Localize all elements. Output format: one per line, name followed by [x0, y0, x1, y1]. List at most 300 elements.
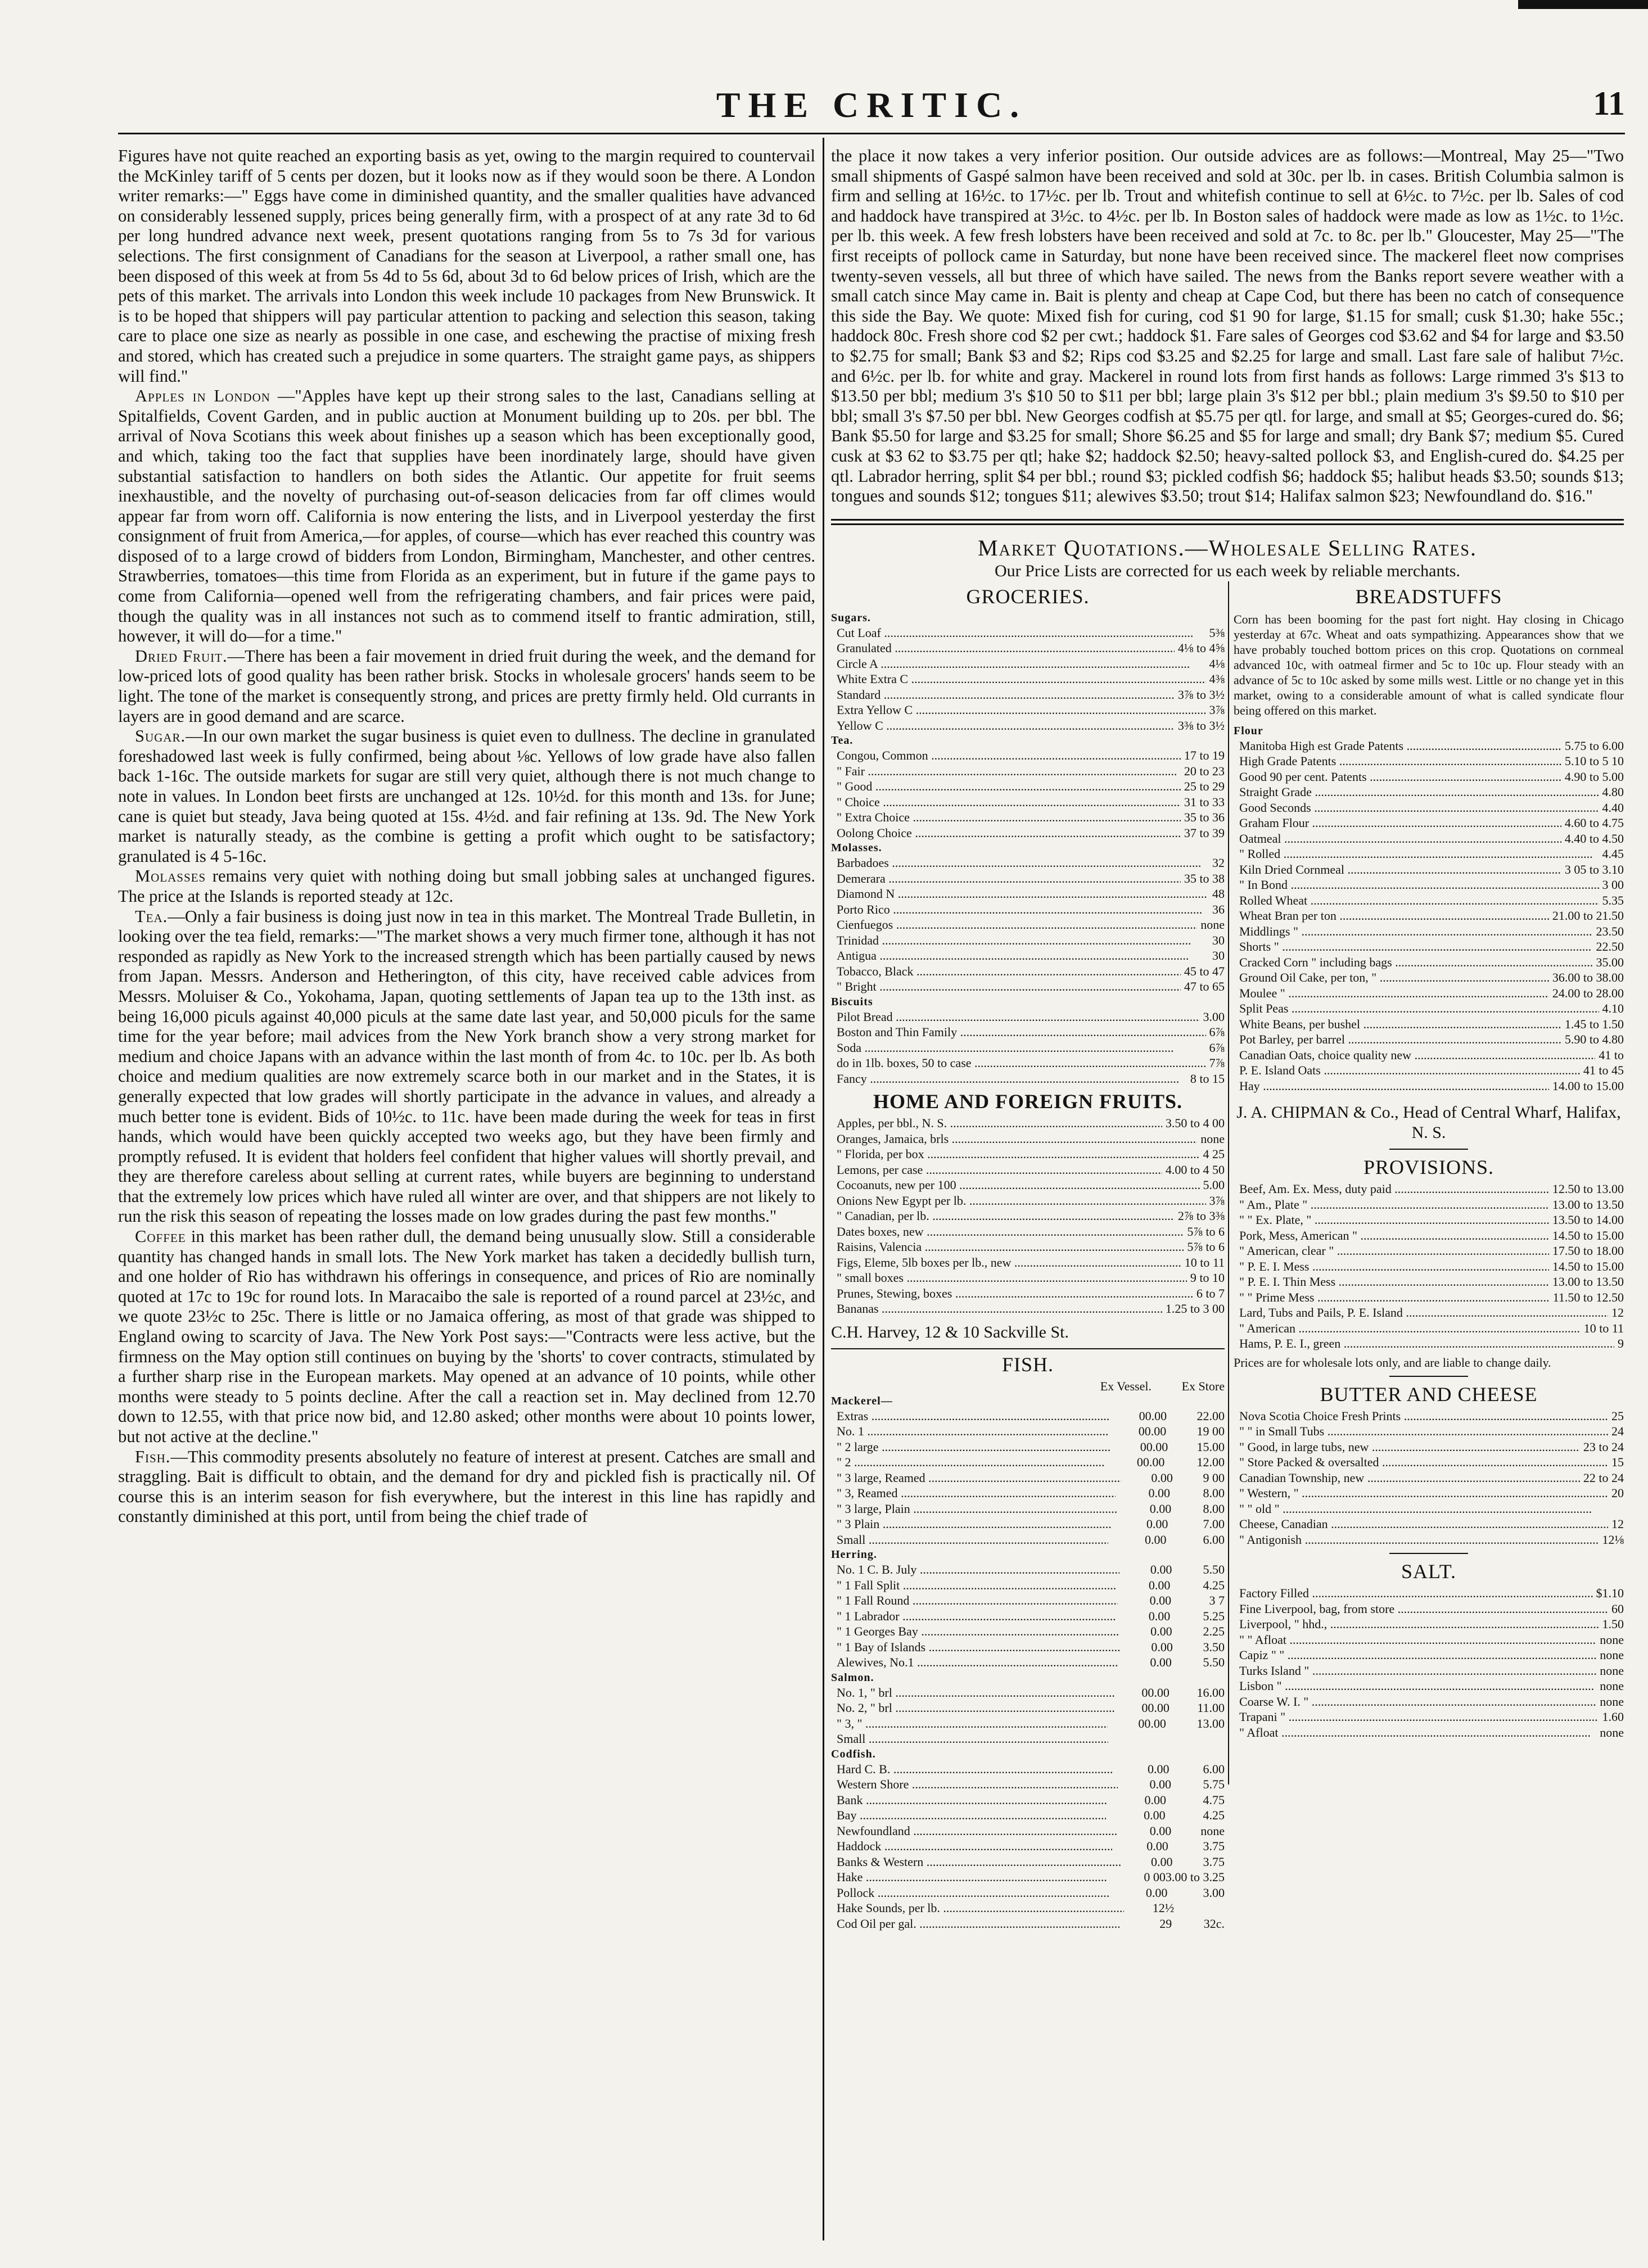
- item-price: 15: [1611, 1455, 1624, 1470]
- fish-list: [831, 1394, 1225, 1932]
- item-price: 5⅜: [1209, 625, 1225, 640]
- price-row: [1234, 1516, 1624, 1532]
- item-price: 31 to 33: [1184, 794, 1225, 809]
- price-ex-store: 6.00: [1203, 1761, 1225, 1776]
- item-price: 1.60: [1602, 1710, 1624, 1724]
- item-name: " 1 Fall Split .....: [831, 1578, 1116, 1593]
- item-price: 4⅛ to 4⅝: [1177, 641, 1225, 656]
- item-price: 23 to 24: [1583, 1439, 1624, 1454]
- price-row: [1234, 1454, 1624, 1470]
- price-ex-vessel: 00.00: [1139, 1408, 1167, 1423]
- item-name: No. 1 .....: [831, 1424, 1108, 1439]
- price-ex-vessel: 29: [1159, 1916, 1172, 1931]
- salt-heading: SALT.: [1401, 1560, 1457, 1583]
- item-price: 10 to 11: [1184, 1255, 1225, 1269]
- fish-col-ex-store: Ex Store: [1181, 1379, 1225, 1393]
- item-name: Nova Scotia Choice Fresh Prints .....: [1234, 1408, 1608, 1424]
- price-ex-store: 19 00: [1197, 1424, 1225, 1439]
- section-double-rule: [831, 519, 1624, 525]
- page-number: 11: [1593, 85, 1625, 122]
- item-price: 3 00: [1602, 878, 1624, 892]
- price-ex-vessel: 0.00: [1148, 1486, 1170, 1501]
- item-name: " Store Packed & oversalted .....: [1234, 1454, 1608, 1470]
- item-price: 7⅞: [1209, 1056, 1225, 1070]
- price-row: [1234, 1032, 1624, 1047]
- item-name: Boston and Thin Family .....: [831, 1024, 1206, 1040]
- price-ex-vessel: 0.00: [1149, 1501, 1172, 1516]
- item-price: 22 to 24: [1583, 1470, 1624, 1485]
- item-price: 20 to 23: [1184, 763, 1225, 778]
- item-name: " American, clear " .....: [1234, 1243, 1549, 1259]
- item-price: 5⅞ to 6: [1187, 1240, 1225, 1254]
- item-name: Hake .....: [831, 1869, 1107, 1885]
- item-name: Alewives, No.1 .....: [831, 1655, 1119, 1670]
- item-name: Circle A .....: [831, 656, 1206, 672]
- page-header: [118, 84, 1625, 129]
- price-row: [1234, 1439, 1624, 1455]
- paragraph-lead: Fish.: [135, 1447, 171, 1466]
- item-name: Trinidad .....: [831, 933, 1209, 948]
- item-name: Oranges, Jamaica, brls .....: [831, 1131, 1197, 1147]
- item-price: 4.90 to 5.00: [1564, 769, 1624, 784]
- item-price: 25 to 29: [1184, 779, 1225, 794]
- price-ex-vessel: 0.00: [1151, 1854, 1173, 1869]
- price-row: [831, 1055, 1225, 1071]
- item-name: Oatmeal .....: [1234, 831, 1561, 847]
- price-row: [831, 948, 1225, 964]
- item-name: Lemons, per case .....: [831, 1162, 1162, 1178]
- item-name: Raisins, Valencia .....: [831, 1239, 1184, 1255]
- price-column-divider: [1228, 581, 1229, 1784]
- price-row: [1234, 753, 1624, 769]
- price-ex-store: 5.25: [1203, 1609, 1225, 1623]
- price-row: [831, 1270, 1225, 1286]
- divider: [1389, 1553, 1468, 1554]
- price-ex-store: 13.00: [1197, 1716, 1225, 1731]
- item-name: " Good .....: [831, 779, 1181, 794]
- provisions-heading: PROVISIONS.: [1363, 1156, 1495, 1179]
- price-row: [831, 825, 1225, 841]
- paragraph-text: Figures have not quite reached an exporting basis as yet, owing to the margin required to countervail the McKinley tariff of 5 cents per dozen, but it looks now as if they would soon be there. A London writer remarks:—" Eggs have come in diminished quantity, and the smaller qualities have advanced on considerably lessened supply, prices being generally firm, with a prospect of at any rate 3d to 6d per long hundred advance next week, present quotations ranging from 5s to 7s 3d for various selections. The first consignment of Canadians for the season at Liverpool, a rather small one, has been disposed of this week at from 5s 4d to 5s 6d, about 3d to 6d below prices of Irish, which are the pets of this market. The arrivals into London this week include 10 packages from New Brunswick. It is to be hoped that shippers will pay particular attention to packing and selection this season, taking care to place one size as nearly as possible in one case, and eschewing the practise of mixing fresh and stored, which has created such a prejudice in some quarters. The straight game pays, as shippers will find.": [118, 146, 815, 386]
- item-name: Figs, Eleme, 5lb boxes per lb., new .....: [831, 1255, 1181, 1271]
- item-name: Prunes, Stewing, boxes .....: [831, 1286, 1193, 1302]
- item-price: 1.50: [1602, 1617, 1624, 1632]
- paragraph-coffee: [118, 1227, 815, 1447]
- item-price: 9: [1618, 1336, 1624, 1351]
- price-row: [1234, 1663, 1624, 1679]
- item-price: 12⅛: [1602, 1532, 1624, 1547]
- item-name: Canadian Township, new .....: [1234, 1470, 1580, 1486]
- price-row: [831, 718, 1225, 734]
- item-name: Cocoanuts, new per 100 .....: [831, 1177, 1200, 1193]
- item-name: Lard, Tubs and Pails, P. E. Island .....: [1234, 1305, 1608, 1321]
- price-row: [831, 702, 1225, 718]
- price-row: [831, 871, 1225, 887]
- item-name: Soda .....: [831, 1040, 1206, 1056]
- item-price: 36.00 to 38.00: [1552, 970, 1624, 985]
- price-ex-store: 5.50: [1203, 1655, 1225, 1670]
- category-label: Flour: [1234, 724, 1263, 737]
- item-name: Good 90 per cent. Patents .....: [1234, 769, 1561, 785]
- price-row: [1234, 1063, 1624, 1078]
- price-ex-store: 3.75: [1203, 1854, 1225, 1869]
- price-ex-vessel: 0.00: [1149, 1823, 1172, 1838]
- divider: [1389, 1149, 1468, 1150]
- fish-row: [831, 1731, 1225, 1747]
- price-ex-store: 6.00: [1203, 1532, 1225, 1547]
- category-label: Herring.: [831, 1548, 877, 1561]
- price-ex-vessel: 0.00: [1145, 1532, 1167, 1547]
- item-name: Bananas .....: [831, 1301, 1162, 1317]
- item-price: 24: [1611, 1424, 1624, 1439]
- price-ex-vessel: 0 00: [1144, 1870, 1166, 1885]
- price-ex-vessel: 0.00: [1149, 1777, 1171, 1792]
- item-price: 12: [1611, 1517, 1624, 1531]
- price-row: [1234, 924, 1624, 939]
- price-ex-store: 5.50: [1203, 1562, 1225, 1577]
- item-price: 13.50 to 14.00: [1552, 1213, 1624, 1227]
- paragraph-lead: Sugar.: [135, 726, 186, 746]
- item-name: Manitoba High est Grade Patents .....: [1234, 738, 1561, 754]
- category-label: Mackerel—: [831, 1394, 893, 1407]
- provisions-note: Prices are for wholesale lots only, and are liable to change daily.: [1234, 1355, 1551, 1370]
- price-row: [1234, 893, 1624, 909]
- fish-row: [831, 1808, 1225, 1823]
- item-name: Rolled Wheat .....: [1234, 893, 1599, 909]
- category-label: Sugars.: [831, 611, 871, 624]
- price-row: [831, 810, 1225, 825]
- price-row: [1234, 955, 1624, 970]
- item-price: 3⅜ to 3½: [1177, 718, 1225, 733]
- price-row: [1234, 1336, 1624, 1352]
- paragraph-text: —There has been a fair movement in dried fruit during the week, and the demand for low-priced lots of good quality has been rather brisk. Stocks in wholesale grocers' hands seem to be light. The tone of the market is consequently strong, and prices are pretty firmly held. Old currants in layers are in good demand and are scarce.: [118, 646, 815, 726]
- item-price: 41 to: [1599, 1047, 1624, 1062]
- price-row: [1234, 1709, 1624, 1725]
- item-name: Cod Oil per gal. .....: [831, 1916, 1119, 1932]
- item-price: 23.50: [1596, 924, 1624, 938]
- item-name: Factory Filled .....: [1234, 1585, 1593, 1601]
- item-price: 9 to 10: [1190, 1271, 1225, 1285]
- item-name: No. 2, " brl .....: [831, 1700, 1114, 1716]
- price-row: [1234, 769, 1624, 785]
- price-ex-vessel: [1108, 1731, 1166, 1747]
- item-name: " Rolled .....: [1234, 846, 1599, 862]
- price-row: [1234, 1470, 1624, 1486]
- item-name: Graham Flour .....: [1234, 815, 1561, 831]
- item-price: 30: [1212, 948, 1225, 963]
- item-name: " Am., Plate " .....: [1234, 1197, 1549, 1213]
- item-name: Small .....: [831, 1731, 1108, 1747]
- fish-row: [831, 1485, 1225, 1501]
- butter-cheese-list: [1234, 1408, 1624, 1548]
- price-row: [831, 1193, 1225, 1209]
- price-row: [831, 687, 1225, 703]
- price-row: [1234, 908, 1624, 924]
- price-ex-store: 22.00: [1197, 1408, 1225, 1423]
- item-price: none: [1600, 1632, 1624, 1647]
- item-price: 24.00 to 28.00: [1552, 986, 1624, 1000]
- item-name: Yellow C .....: [831, 718, 1175, 734]
- paragraph-fish-continued: the place it now takes a very inferior position. Our outside advices are as follows:—Montreal, May 25—"Two small shipments of Gaspé salmon have been received and sold at 30c. per lb. in cases. British Columbia salmon is firm and selling at 16½c. to 17½c. per lb. Trout and whitefish continue to sell at 6½c. to 7½c. per lb. Sales of cod and haddock have transpired at 3½c. to 4½c. per lb. In Boston sales of haddock were made as low as 1½c. to 1½c. per lb. this week. A few fresh lobsters have been received and sold at 7c. to 8c. per lb." Gloucester, May 25—"The first receipts of pollock came in Saturday, but none have been received since. The mackerel fleet now comprises twenty-seven vessels, all but three of which have sailed. The news from the Banks report severe weather with a small catch since May came in. Bait is plenty and cheap at Cape Cod, but there has been no catch of consequence this side the Bay. We quote: Mixed fish for curing, cod $1 90 for large, $1.15 for small; cusk $1.30; hake 55c.; haddock 80c. Fresh shore cod $2 per cwt.; haddock $1. Fare sales of Georges cod $3.62 and $4 for large and $3.50 to $2.75 for small; Bank $3 and $2; Rips cod $3.25 and $2.25 for large and small. Last fare sale of halibut 7½c. and 6½c. per lb. for white and gray. Mackerel in round lots from first hands as follows: Large rimmed 3's $13 to $13.50 per bbl; medium 3's $10 50 to $11 per bbl; large plain 3's $12 per bbl.; plain medium 3's $9.50 to $10 per bbl; small 3's $7.50 per bbl. New Georges codfish at $5.75 per qtl. for large, and small at $5; Georges-cured do. $6; Bank $5.50 for large and $3.25 for small; Shore $6.25 and $5 for large and small; dry Bank $7; medium $5. Cured cusk at $3 62 to $3.75 per qtl; hake $2; haddock $2.50; heavy-salted pollock $3, and English-cured do. $4.25 per qtl. Labrador herring, split $4 per bbl.; round $3; pickled codfish $6; haddock $5; halibut heads $3.50; sounds $13; tongues and sounds $12; tongues $11; alewives $3.50; trout $14; Halifax salmon $23; Newfoundland do. $16.": [831, 146, 1624, 506]
- item-price: 4.00 to 4 50: [1165, 1162, 1225, 1177]
- item-name: No. 1 C. B. July .....: [831, 1562, 1119, 1578]
- item-price: 3.00: [1203, 1009, 1225, 1024]
- price-ex-vessel: 0.00: [1149, 1593, 1172, 1608]
- item-price: 4 25: [1203, 1147, 1225, 1162]
- price-ex-vessel: 0.00: [1146, 1839, 1168, 1854]
- price-ex-store: 2.25: [1203, 1624, 1225, 1639]
- price-ex-vessel: 0.00: [1146, 1517, 1168, 1531]
- price-ex-vessel: 0.00: [1150, 1562, 1172, 1577]
- fish-row: [831, 1609, 1225, 1624]
- price-row: [1234, 1616, 1624, 1632]
- item-name: " " old " .....: [1234, 1501, 1620, 1517]
- price-row: [1234, 846, 1624, 862]
- butter-cheese-heading: BUTTER AND CHEESE: [1320, 1383, 1538, 1406]
- price-row: [831, 640, 1225, 656]
- price-ex-vessel: 00.00: [1138, 1716, 1166, 1731]
- price-row: [831, 779, 1225, 794]
- item-price: 6⅞: [1209, 1040, 1225, 1055]
- price-row: [831, 1131, 1225, 1147]
- breadstuffs-list: [1234, 724, 1624, 1094]
- item-price: 1.45 to 1.50: [1564, 1016, 1624, 1031]
- price-row: [831, 1009, 1225, 1025]
- item-name: " 2 large .....: [831, 1439, 1111, 1455]
- groceries-list: [831, 611, 1225, 1087]
- item-name: Ground Oil Cake, per ton, " .....: [1234, 970, 1549, 986]
- item-name: Coarse W. I. " .....: [1234, 1694, 1596, 1710]
- item-name: Tobacco, Black .....: [831, 964, 1181, 979]
- item-name: Beef, Am. Ex. Mess, duty paid .....: [1234, 1181, 1549, 1197]
- item-name: Extras .....: [831, 1408, 1109, 1424]
- item-name: Fancy .....: [831, 1071, 1187, 1087]
- fish-row: [831, 1532, 1225, 1548]
- price-row: [831, 933, 1225, 948]
- item-price: 4.10: [1602, 1001, 1624, 1016]
- item-name: " P. E. I. Mess .....: [1234, 1259, 1549, 1275]
- item-name: Cracked Corn " including bags .....: [1234, 955, 1593, 970]
- item-price: 3⅞: [1209, 1193, 1225, 1208]
- price-row: [1234, 1321, 1624, 1336]
- item-price: 47 to 65: [1184, 979, 1225, 994]
- item-name: " Florida, per box .....: [831, 1146, 1200, 1162]
- price-column-left: [831, 581, 1225, 1932]
- category-label: Tea.: [831, 734, 854, 747]
- item-name: " 3 Plain .....: [831, 1516, 1112, 1532]
- price-row: [831, 656, 1225, 672]
- item-name: " Canadian, per lb. .....: [831, 1208, 1175, 1224]
- item-name: Hay .....: [1234, 1078, 1549, 1094]
- item-price: 35 to 36: [1184, 810, 1225, 825]
- item-price: 3 05 to 3.10: [1564, 862, 1624, 877]
- item-price: 21.00 to 21.50: [1552, 909, 1624, 923]
- price-ex-store: 16.00: [1197, 1685, 1225, 1700]
- fish-row: [831, 1470, 1225, 1486]
- item-price: 13.00 to 13.50: [1552, 1197, 1624, 1212]
- divider: [831, 1348, 1225, 1349]
- fish-row: [831, 1439, 1225, 1455]
- item-price: 3.50 to 4 00: [1165, 1116, 1225, 1131]
- item-price: 5.00: [1203, 1178, 1225, 1192]
- price-row: [831, 1040, 1225, 1056]
- fish-row: [831, 1424, 1225, 1439]
- item-price: 17.50 to 18.00: [1552, 1244, 1624, 1258]
- item-name: Onions New Egypt per lb. .....: [831, 1193, 1206, 1209]
- paragraph-fish: [118, 1447, 815, 1527]
- item-price: none: [1600, 1679, 1624, 1693]
- price-row: [1234, 800, 1624, 816]
- item-price: 6⅞: [1209, 1025, 1225, 1040]
- item-price: none: [1600, 1648, 1624, 1662]
- paragraph-lead: Apples in London: [135, 386, 270, 406]
- fish-row: [831, 1454, 1225, 1470]
- breadstuffs-heading: BREADSTUFFS: [1355, 585, 1502, 608]
- item-price: none: [1200, 1131, 1225, 1146]
- salt-list: [1234, 1585, 1624, 1740]
- fruits-dealer: C.H. Harvey, 12 & 10 Sackville St.: [831, 1322, 1069, 1341]
- price-row: [1234, 1274, 1624, 1290]
- item-price: 25: [1611, 1408, 1624, 1423]
- price-ex-vessel: 0.00: [1148, 1761, 1170, 1776]
- item-name: " Extra Choice .....: [831, 810, 1181, 825]
- item-name: " Good, in large tubs, new .....: [1234, 1439, 1580, 1455]
- price-row: [831, 917, 1225, 933]
- paragraph-lead: Molasses: [135, 866, 206, 886]
- item-name: Antigua .....: [831, 948, 1209, 964]
- price-row: [831, 671, 1225, 687]
- home-foreign-fruits-heading: HOME AND FOREIGN FRUITS.: [873, 1090, 1183, 1113]
- item-price: 4.40 to 4.50: [1564, 831, 1624, 846]
- market-quotations-title: Market Quotations.—Wholesale Selling Rates.: [978, 535, 1477, 561]
- paragraph-lead: Coffee: [135, 1227, 186, 1246]
- item-name: " 1 Fall Round .....: [831, 1593, 1118, 1609]
- price-row: [1234, 1197, 1624, 1213]
- item-name: " Choice .....: [831, 794, 1181, 810]
- item-name: Good Seconds .....: [1234, 800, 1599, 816]
- item-price: 8 to 15: [1190, 1071, 1225, 1086]
- item-price: 5.75 to 6.00: [1564, 738, 1624, 753]
- price-row: [831, 1208, 1225, 1224]
- breadstuffs-dealer: J. A. CHIPMAN & Co., Head of Central Wharf, Halifax, N. S.: [1236, 1103, 1621, 1142]
- item-price: 5⅞ to 6: [1187, 1224, 1225, 1239]
- item-name: Apples, per bbl., N. S. .....: [831, 1115, 1162, 1131]
- item-price: 32: [1212, 856, 1225, 870]
- fish-row: [831, 1624, 1225, 1639]
- item-name: No. 1, " brl .....: [831, 1685, 1114, 1701]
- price-row: [1234, 1694, 1624, 1710]
- item-name: " 3, " .....: [831, 1716, 1108, 1732]
- price-ex-vessel: 00.00: [1141, 1701, 1170, 1715]
- paragraph-molasses: [118, 866, 815, 906]
- item-name: Capiz " " .....: [1234, 1647, 1596, 1663]
- item-price: 4.40: [1602, 800, 1624, 815]
- price-row: [1234, 1001, 1624, 1016]
- price-ex-store: 12.00: [1197, 1455, 1225, 1470]
- fish-row: [831, 1916, 1225, 1932]
- item-name: Cheese, Canadian .....: [1234, 1516, 1608, 1532]
- item-price: 2⅞ to 3⅜: [1177, 1209, 1225, 1223]
- price-ex-vessel: 0.00: [1151, 1470, 1173, 1485]
- item-name: Turks Island " .....: [1234, 1663, 1596, 1679]
- fish-row: [831, 1408, 1225, 1424]
- price-row: [1234, 831, 1624, 847]
- price-ex-store: [1174, 1900, 1225, 1916]
- fish-row: [831, 1516, 1225, 1532]
- fish-row: [831, 1823, 1225, 1839]
- item-name: Kiln Dried Cornmeal .....: [1234, 862, 1561, 878]
- price-ex-store: 3.50: [1203, 1639, 1225, 1654]
- item-name: Fine Liverpool, bag, from store .....: [1234, 1601, 1608, 1617]
- price-ex-vessel: 0.00: [1145, 1885, 1168, 1900]
- item-name: Dates boxes, new .....: [831, 1224, 1184, 1240]
- category-label: Molasses.: [831, 842, 882, 855]
- fish-row: [831, 1761, 1225, 1777]
- item-price: 3⅞ to 3½: [1177, 687, 1225, 702]
- price-ex-vessel: 0.00: [1150, 1655, 1172, 1670]
- price-row: [1234, 986, 1624, 1001]
- item-price: none: [1200, 918, 1225, 932]
- groceries-heading: GROCERIES.: [966, 585, 1090, 608]
- item-price: none: [1600, 1694, 1624, 1709]
- item-price: 17 to 19: [1184, 748, 1225, 763]
- price-row: [831, 763, 1225, 779]
- item-price: 3⅞: [1209, 703, 1225, 717]
- price-row: [1234, 1290, 1624, 1305]
- price-ex-vessel: 0.00: [1150, 1624, 1172, 1639]
- price-ex-store: none: [1200, 1823, 1225, 1838]
- price-row: [1234, 1585, 1624, 1601]
- price-ex-store: 8.00: [1203, 1486, 1225, 1501]
- item-price: 22.50: [1596, 939, 1624, 954]
- price-ex-vessel: 0.00: [1144, 1792, 1166, 1807]
- item-name: " Bright .....: [831, 979, 1181, 995]
- price-row: [831, 748, 1225, 763]
- item-price: 11.50 to 12.50: [1552, 1290, 1624, 1304]
- item-price: 36: [1212, 902, 1225, 916]
- price-row: [831, 1162, 1225, 1178]
- item-price: 6 to 7: [1196, 1286, 1225, 1300]
- price-ex-vessel: 00.00: [1138, 1424, 1167, 1439]
- price-tables: [831, 581, 1624, 2268]
- price-row: [1234, 738, 1624, 754]
- paragraph-text: remains very quiet with nothing doing but small jobbing sales at unchanged figures. The price at the Islands is reported steady at 12c.: [118, 866, 815, 906]
- price-row: [1234, 1725, 1624, 1741]
- item-name: Trapani " .....: [1234, 1709, 1599, 1725]
- item-name: High Grade Patents .....: [1234, 753, 1561, 769]
- item-name: Small .....: [831, 1532, 1108, 1548]
- price-row: [1234, 1243, 1624, 1259]
- fish-row: [831, 1700, 1225, 1716]
- price-ex-store: 4.25: [1203, 1808, 1225, 1823]
- price-row: [1234, 1047, 1624, 1063]
- fish-row: [831, 1885, 1225, 1901]
- item-price: 30: [1212, 933, 1225, 947]
- paragraph-text: —This commodity presents absolutely no feature of interest at present. Catches are small and straggling. Bait is difficult to obtain, and the demand for dry and pickled fish is practically nil. Of course this is an interim season for fish everywhere, but the interest in this line has rapidly and constantly diminished at this port, until from being the chief trade of: [118, 1447, 815, 1526]
- price-ex-store: 9 00: [1203, 1470, 1225, 1485]
- fish-row: [831, 1593, 1225, 1609]
- item-price: none: [1600, 1725, 1624, 1740]
- fish-heading: FISH.: [1001, 1353, 1054, 1376]
- item-price: 45 to 47: [1184, 964, 1225, 978]
- item-name: Bay .....: [831, 1808, 1106, 1823]
- price-row: [1234, 1016, 1624, 1032]
- fish-row: [831, 1685, 1225, 1701]
- price-ex-store: 5.75: [1203, 1777, 1225, 1792]
- item-name: Cienfuegos .....: [831, 917, 1197, 933]
- price-row: [1234, 784, 1624, 800]
- item-name: " small boxes .....: [831, 1270, 1187, 1286]
